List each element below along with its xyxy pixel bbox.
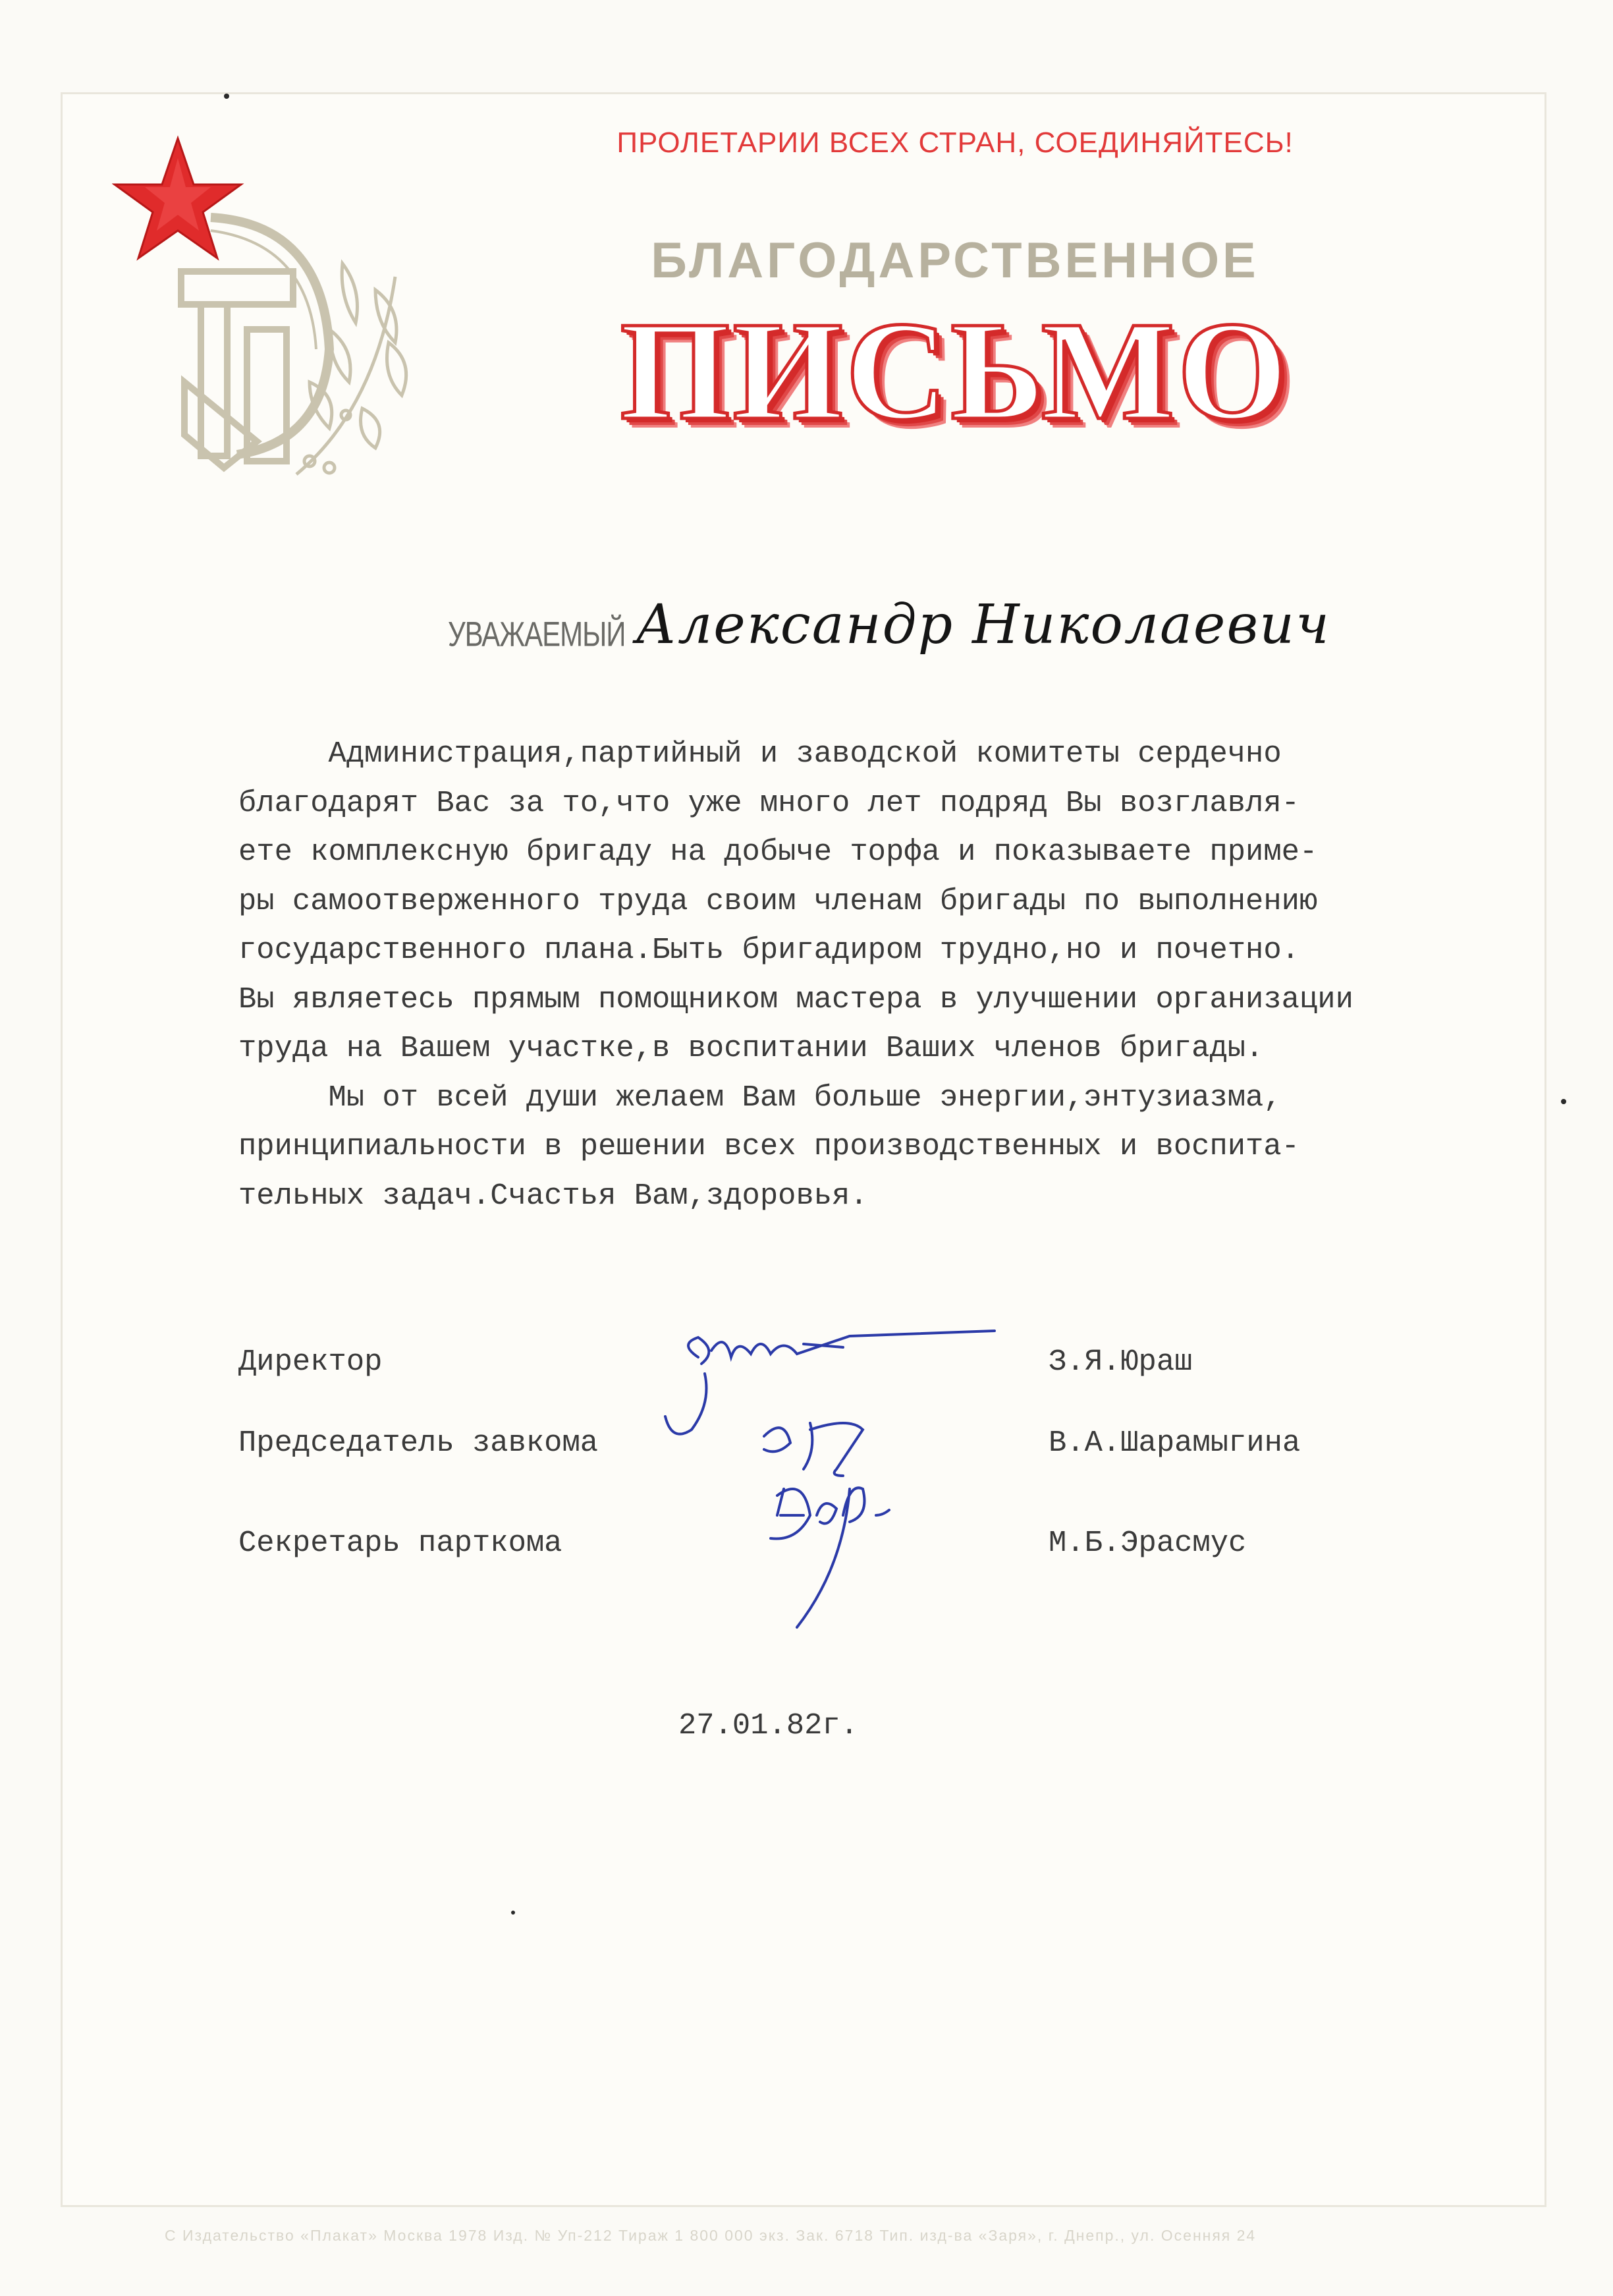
- body-line: ры самоотверженного труда своим членам бригады по выполнению: [238, 883, 1318, 918]
- party-secretary-name: М.Б.Эрасмус: [1049, 1526, 1247, 1560]
- body-line: государственного плана.Быть бригадиром трудно,но и почетно.: [238, 933, 1299, 967]
- director-name: З.Я.Юраш: [1049, 1345, 1193, 1379]
- director-signature: [665, 1331, 995, 1434]
- paper-speck: [511, 1911, 515, 1915]
- greeting-word: УВАЖАЕМЫЙ: [448, 615, 626, 654]
- body-line: благодарят Вас за то,что уже много лет подряд Вы возглавля-: [238, 785, 1299, 820]
- party-secretary-role: Секретарь парткома: [238, 1526, 562, 1560]
- red-star-icon: [115, 138, 241, 258]
- body-line: ете комплексную бригаду на добыче торфа и показываете приме-: [238, 835, 1318, 869]
- document-title: ПИСЬМО: [620, 292, 1290, 449]
- recipient-name: Александр Николаевич: [636, 594, 1330, 656]
- paper-speck: [224, 94, 229, 99]
- hammer-sickle-emblem-icon: [181, 217, 329, 468]
- slogan: ПРОЛЕТАРИИ ВСЕХ СТРАН, СОЕДИНЯЙТЕСЬ!: [616, 126, 1294, 159]
- body-line: Администрация,партийный и заводской комитеты сердечно: [238, 737, 1282, 771]
- letter-body: [238, 729, 1516, 1220]
- paper-speck: [1561, 1099, 1566, 1104]
- document-subtitle: БЛАГОДАРСТВЕННОЕ: [651, 233, 1259, 289]
- body-line: Мы от всей души желаем Вам больше энергии,энтузиазма,: [238, 1080, 1282, 1115]
- body-line: труда на Вашем участке,в воспитании Ваших членов бригады.: [238, 1031, 1264, 1065]
- body-line: принципиальности в решении всех производственных и воспита-: [238, 1129, 1299, 1163]
- union-chair-role: Председатель завкома: [238, 1426, 599, 1460]
- handwritten-signatures: [652, 1318, 1047, 1647]
- body-line: тельных задач.Счастья Вам,здоровья.: [238, 1178, 868, 1213]
- publisher-imprint: С Издательство «Плакат» Москва 1978 Изд. № Уп-212 Тираж 1 800 000 экз. Зак. 6718 Тип. изд-ва «Заря», г. Днепр., ул. Осенняя 24: [165, 2227, 1257, 2244]
- union-chair-name: В.А.Шарамыгина: [1049, 1426, 1301, 1460]
- body-line: Вы являетесь прямым помощником мастера в улучшении организации: [238, 982, 1353, 1017]
- party-secretary-signature: [771, 1488, 889, 1627]
- emblem: [112, 132, 441, 501]
- director-role: Директор: [238, 1345, 383, 1379]
- letter-date: 27.01.82г.: [678, 1708, 859, 1743]
- laurel-branch-icon: [296, 264, 406, 474]
